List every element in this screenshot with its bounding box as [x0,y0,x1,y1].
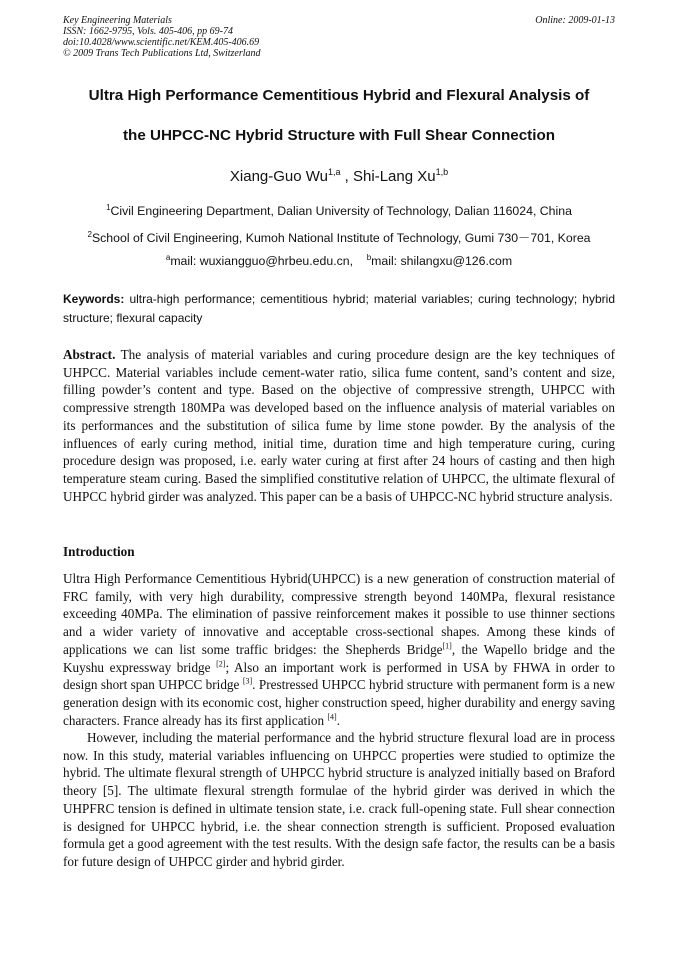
affiliation-1-text: Civil Engineering Department, Dalian University of Technology, Dalian 116024, China [110,204,572,219]
keywords-label: Keywords: [63,292,125,306]
intro-p1-part-a: Ultra High Performance Cementitious Hybrid(UHPCC) is a new generation of construction material of FRC family, with very high durability, compressive strength beyond 140MPa, flexural resistance exceeding 40MPa. The elimination of passive reinforcement makes it possible to use thinner sections and a wider variety of innovative and acceptable cross-sectional shapes. Among these kinds of applications we can list some traffic bridges: the Shepherds Bridge [63,571,615,657]
author-separator: , [340,168,354,185]
paper-title [40,86,638,166]
author-2: Shi-Lang Xu [353,168,436,185]
email-a-mark: a [165,253,171,262]
abstract-label: Abstract. [63,347,116,362]
email-b: mail: shilangxu@126.com [371,254,513,269]
title-line-1: Ultra High Performance Cementitious Hybrid and Flexural Analysis of [88,87,590,104]
intro-p1-part-c: ; Also an important work is performed in USA by FHWA in order to design short span UHPCC bridge [63,659,615,693]
citation-1: [1] [442,641,452,651]
affiliation-1 [0,203,678,218]
author-2-affil: 1,b [435,167,449,177]
journal-info [63,15,261,59]
intro-paragraph-2: However, including the material performance and the hybrid structure flexural load are in process now. In this study, material variables influencing on UHPCC properties were studied to optimize the hybrid. The ultimate flexural strength of UHPCC hybrid structure is analyzed initially based on Braford theory [5]. The ultimate flexural strength formulae of the hybrid girder was derived in which the UHPFRC tension is defined in ultimate tension state, i.e. crack full-opening state. Full shear connection is designed for UHPCC hybrid, i.e. the shear connection strength is sufficient. Proposed evaluation formula get a good agreement with the test results. With the design safe factor, the results can be a basis for future design of UHPCC girder and hybrid girder. [63,730,615,869]
affiliation-1-mark: 1 [106,203,111,212]
author-list [0,167,678,185]
online-date: Online: 2009-01-13 [535,15,615,26]
keywords-text: ultra-high performance; cementitious hybrid; material variables; curing technology; hybrid structure; flexural capacity [63,292,615,325]
abstract [63,346,615,505]
intro-p1-part-b: , the Wapello bridge and the Kuyshu expressway bridge [63,641,615,675]
citation-4: [4] [327,712,337,722]
author-1-affil: 1,a [328,167,341,177]
intro-paragraph-1 [63,570,615,729]
affiliation-2-mark: 2 [87,229,92,239]
email-line [0,253,678,268]
email-a: mail: wuxiangguo@hrbeu.edu.cn, [170,254,354,269]
author-1: Xiang-Guo Wu [229,168,328,185]
citation-3: [3] [242,676,253,686]
affiliation-2 [0,228,678,246]
email-b-mark: b [366,253,372,262]
doi-line: doi:10.4028/www.scientific.net/KEM.405-406.69 [63,37,260,48]
intro-p1-part-d: . Prestressed UHPCC hybrid structure with permanent form is a new generation design with its economic cost, higher construction speed, higher durability and energy saving characters. France already has its first application [63,677,615,728]
affiliation-2-text: School of Civil Engineering, Kumoh National Institute of Technology, Gumi 730－701, Korea [91,231,591,245]
abstract-text: The analysis of material variables and curing procedure design are the key techniques of UHPCC. Material variables include cement-water ratio, silica fume content, sand’s content and size, filling powder’s content and type. Based on the objective of compressive strength, UHPCC with compressive strength 180MPa was developed based on the influence analysis of material variables on its performances and the substitution of silica fume by lime stone powder. By the analysis of the influences of early curing method, initial time, duration time and high temperature curing, curing procedure design was proposed, i.e. early water curing at first after 24 hours of casting and then high temperature steam curing. Based the simplified constitutive relation of UHPCC, the ultimate flexural of UHPCC hybrid girder was analyzed. This paper can be a basis of UHPCC-NC hybrid structure analysis. [63,347,615,504]
citation-2: [2] [216,659,226,669]
issn-line: ISSN: 1662-9795, Vols. 405-406, pp 69-74 [63,26,233,37]
intro-p1-part-e: . [336,712,340,728]
title-line-2: the UHPCC-NC Hybrid Structure with Full Shear Connection [122,127,556,144]
copyright-line: © 2009 Trans Tech Publications Ltd, Switzerland [63,48,261,59]
journal-name: Key Engineering Materials [63,15,172,26]
section-heading-introduction: Introduction [63,544,135,559]
keywords [63,290,615,328]
